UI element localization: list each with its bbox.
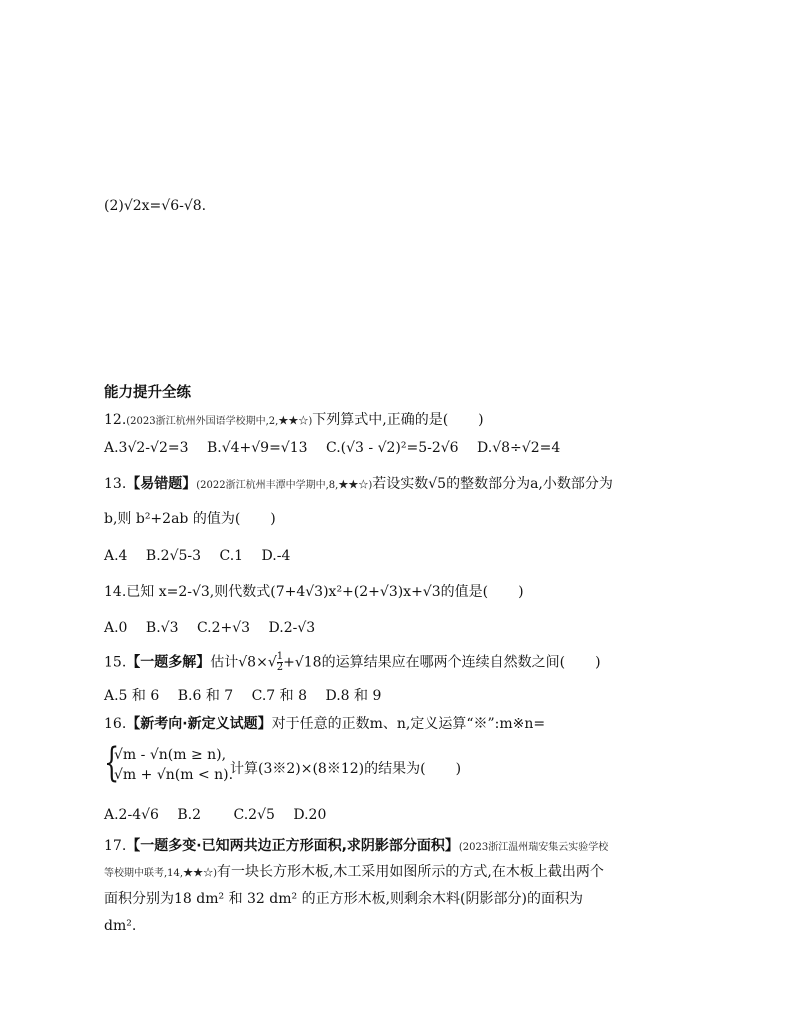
q15-option-c: C.7 和 8 [251,688,308,704]
q13-stem-b: b,则 b²+2ab 的值为( [104,511,241,527]
section-title: 能力提升全练 [104,385,191,401]
q17-source-b: 等校期中联考,14,★★☆) [104,868,217,879]
q17-tag: 【一题多变·已知两共边正方形面积,求阴影部分面积】 [126,838,459,854]
q16-piecewise-definition [104,740,524,788]
q16-option-b: B.2 [177,807,202,823]
question-15-options [104,686,381,706]
q13-option-c: C.1 [219,548,244,564]
q12-option-a: A.3√2-√2=3 [104,440,189,456]
q12-option-c: C.(√3 - √2)²=5-2√6 [326,440,459,456]
question-17-stem-line-3 [104,889,583,909]
question-16-stem [104,714,545,734]
question-17-stem-line-4 [104,916,136,936]
q15-stem-a: 估计√8×√ [210,654,277,671]
q14-number: 14. [104,584,127,600]
question-12-options [104,438,560,458]
q16-number: 16. [104,716,127,732]
q13-number: 13. [104,476,127,492]
q15-tag: 【一题多解】 [126,654,211,671]
q12-option-b: B.√4+√9=√13 [206,440,308,456]
q13-option-d: D.-4 [261,548,291,564]
q12-stem: 下列算式中,正确的是( [312,412,449,428]
q17-stem-b: 面积分别为18 dm² 和 32 dm² 的正方形木板,则剩余木料(阴影部分)的面积为 [104,891,583,907]
question-13-options [104,546,290,566]
q16-option-d: D.20 [293,807,327,823]
q15-close: ) [595,654,601,671]
q15-fraction-numerator: 1 [276,651,284,662]
q15-option-d: D.8 和 9 [325,688,382,704]
q16-option-a: A.2-4√6 [104,807,159,823]
question-16-options [104,805,326,825]
q15-number: 15. [104,654,127,671]
q14-option-d: D.2-√3 [268,620,316,636]
q13-stem-a: 若设实数√5的整数部分为a,小数部分为 [372,476,613,492]
q16-stem: 对于任意的正数m、n,定义运算“※”:m※n= [271,716,546,732]
question-14-stem [104,582,524,602]
q15-stem-b: +√18的运算结果应在哪两个连续自然数之间( [283,654,566,671]
question-12-stem [104,410,484,432]
q16-tail-text: 计算(3※2)×(8※12)的结果为( [230,761,426,777]
q14-stem: 已知 x=2-√3,则代数式(7+4√3)x²+(2+√3)x+√3的值是( [126,584,489,600]
question-17-stem [104,836,608,858]
q13-source: (2022浙江杭州丰潭中学期中,8,★★☆) [196,480,373,491]
question-13-stem [104,474,613,496]
q17-stem-a: 有一块长方形木板,木工采用如图所示的方式,在木板上截出两个 [216,864,604,880]
left-brace-icon: { [104,740,120,786]
q14-option-a: A.0 [104,620,128,636]
q16-case-1: √m - √n(m ≥ n), [114,747,227,763]
q15-fraction-denominator: 2 [276,662,284,673]
q12-close: ) [478,412,484,428]
q17-source-a: (2023浙江温州瑞安集云实验学校 [458,842,609,853]
q17-stem-c: dm². [104,918,137,934]
q17-number: 17. [104,838,127,854]
q12-option-d: D.√8÷√2=4 [477,440,561,456]
question-13-stem-cont [104,509,276,529]
q12-source: (2023浙江杭州外国语学校期中,2,★★☆) [126,416,313,427]
prev-part-text: (2)√2x=√6-√8. [104,198,207,214]
q16-tag: 【新考向·新定义试题】 [126,716,272,732]
q14-close: ) [518,584,524,600]
q13-option-a: A.4 [104,548,128,564]
question-17-stem-line-2 [104,862,604,884]
q16-case-2: √m + √n(m < n). [114,767,234,783]
q14-option-b: B.√3 [145,620,179,636]
q15-option-a: A.5 和 6 [104,688,160,704]
q16-close: ) [455,761,462,777]
q16-option-c: C.2√5 [233,807,275,823]
q14-option-c: C.2+√3 [196,620,251,636]
q13-close: ) [270,511,276,527]
question-14-options [104,618,315,638]
q13-option-b: B.2√5-3 [145,548,202,564]
q12-number: 12. [104,412,127,428]
q13-tag: 【易错题】 [126,476,197,492]
q15-option-b: B.6 和 7 [177,688,234,704]
q16-tail [230,758,461,778]
prev-question-part [104,196,206,216]
question-15-stem [104,652,601,673]
